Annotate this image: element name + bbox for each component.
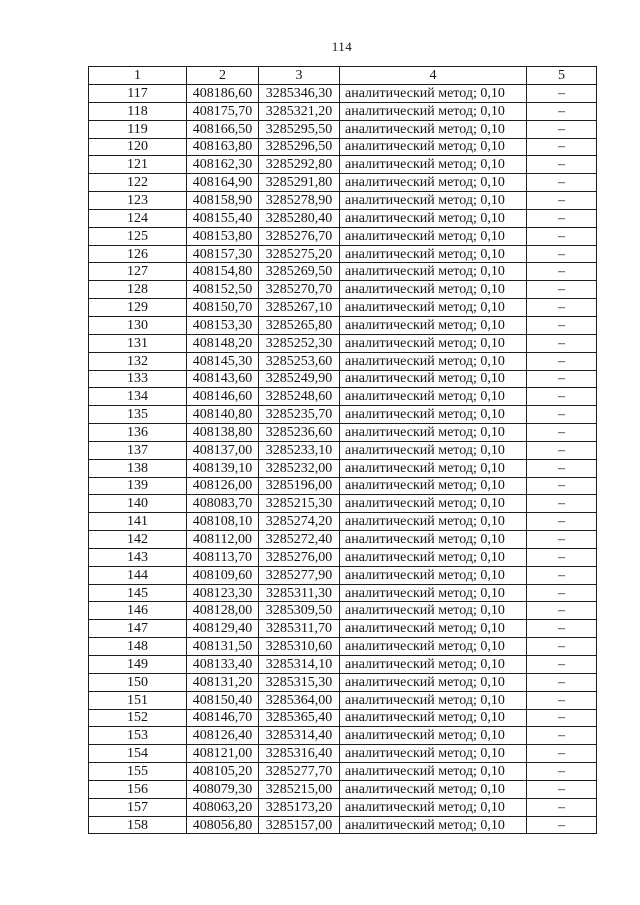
- note-cell: –: [527, 477, 597, 495]
- x-coordinate-cell: 408157,30: [187, 245, 259, 263]
- x-coordinate-cell: 408109,60: [187, 566, 259, 584]
- table-row: [89, 727, 597, 745]
- method-accuracy-cell: аналитический метод; 0,10: [340, 352, 527, 370]
- table-row: [89, 709, 597, 727]
- method-accuracy-cell: аналитический метод; 0,10: [340, 656, 527, 674]
- y-coordinate-cell: 3285314,10: [259, 656, 340, 674]
- method-accuracy-cell: аналитический метод; 0,10: [340, 334, 527, 352]
- column-header-2: 2: [187, 67, 259, 85]
- table-row: [89, 566, 597, 584]
- method-accuracy-cell: аналитический метод; 0,10: [340, 566, 527, 584]
- table-row: [89, 638, 597, 656]
- point-number-cell: 142: [89, 531, 187, 549]
- y-coordinate-cell: 3285252,30: [259, 334, 340, 352]
- note-cell: –: [527, 816, 597, 834]
- point-number-cell: 150: [89, 673, 187, 691]
- x-coordinate-cell: 408153,80: [187, 227, 259, 245]
- y-coordinate-cell: 3285365,40: [259, 709, 340, 727]
- table-row: [89, 138, 597, 156]
- x-coordinate-cell: 408123,30: [187, 584, 259, 602]
- table-row: [89, 406, 597, 424]
- column-header-1: 1: [89, 67, 187, 85]
- method-accuracy-cell: аналитический метод; 0,10: [340, 245, 527, 263]
- table-row: [89, 192, 597, 210]
- method-accuracy-cell: аналитический метод; 0,10: [340, 209, 527, 227]
- table-row: [89, 120, 597, 138]
- table-row: [89, 316, 597, 334]
- x-coordinate-cell: 408143,60: [187, 370, 259, 388]
- method-accuracy-cell: аналитический метод; 0,10: [340, 459, 527, 477]
- table-row: [89, 299, 597, 317]
- x-coordinate-cell: 408153,30: [187, 316, 259, 334]
- point-number-cell: 155: [89, 763, 187, 781]
- point-number-cell: 148: [89, 638, 187, 656]
- point-number-cell: 123: [89, 192, 187, 210]
- x-coordinate-cell: 408140,80: [187, 406, 259, 424]
- method-accuracy-cell: аналитический метод; 0,10: [340, 424, 527, 442]
- method-accuracy-cell: аналитический метод; 0,10: [340, 138, 527, 156]
- table-row: [89, 388, 597, 406]
- point-number-cell: 136: [89, 424, 187, 442]
- method-accuracy-cell: аналитический метод; 0,10: [340, 299, 527, 317]
- method-accuracy-cell: аналитический метод; 0,10: [340, 192, 527, 210]
- note-cell: –: [527, 763, 597, 781]
- y-coordinate-cell: 3285321,20: [259, 102, 340, 120]
- note-cell: –: [527, 174, 597, 192]
- note-cell: –: [527, 192, 597, 210]
- note-cell: –: [527, 709, 597, 727]
- note-cell: –: [527, 156, 597, 174]
- note-cell: –: [527, 513, 597, 531]
- y-coordinate-cell: 3285249,90: [259, 370, 340, 388]
- x-coordinate-cell: 408113,70: [187, 548, 259, 566]
- point-number-cell: 119: [89, 120, 187, 138]
- x-coordinate-cell: 408150,40: [187, 691, 259, 709]
- table-row: [89, 156, 597, 174]
- x-coordinate-cell: 408129,40: [187, 620, 259, 638]
- note-cell: –: [527, 727, 597, 745]
- x-coordinate-cell: 408138,80: [187, 424, 259, 442]
- point-number-cell: 154: [89, 745, 187, 763]
- y-coordinate-cell: 3285277,70: [259, 763, 340, 781]
- point-number-cell: 122: [89, 174, 187, 192]
- table-row: [89, 691, 597, 709]
- table-row: [89, 531, 597, 549]
- point-number-cell: 128: [89, 281, 187, 299]
- point-number-cell: 134: [89, 388, 187, 406]
- point-number-cell: 131: [89, 334, 187, 352]
- note-cell: –: [527, 281, 597, 299]
- point-number-cell: 124: [89, 209, 187, 227]
- method-accuracy-cell: аналитический метод; 0,10: [340, 584, 527, 602]
- note-cell: –: [527, 691, 597, 709]
- x-coordinate-cell: 408112,00: [187, 531, 259, 549]
- table-body: [89, 85, 597, 834]
- table-row: [89, 370, 597, 388]
- point-number-cell: 146: [89, 602, 187, 620]
- note-cell: –: [527, 584, 597, 602]
- point-number-cell: 137: [89, 441, 187, 459]
- y-coordinate-cell: 3285274,20: [259, 513, 340, 531]
- note-cell: –: [527, 495, 597, 513]
- method-accuracy-cell: аналитический метод; 0,10: [340, 388, 527, 406]
- y-coordinate-cell: 3285270,70: [259, 281, 340, 299]
- x-coordinate-cell: 408056,80: [187, 816, 259, 834]
- point-number-cell: 125: [89, 227, 187, 245]
- y-coordinate-cell: 3285296,50: [259, 138, 340, 156]
- x-coordinate-cell: 408155,40: [187, 209, 259, 227]
- point-number-cell: 121: [89, 156, 187, 174]
- table-row: [89, 763, 597, 781]
- y-coordinate-cell: 3285248,60: [259, 388, 340, 406]
- y-coordinate-cell: 3285236,60: [259, 424, 340, 442]
- x-coordinate-cell: 408158,90: [187, 192, 259, 210]
- x-coordinate-cell: 408146,60: [187, 388, 259, 406]
- y-coordinate-cell: 3285315,30: [259, 673, 340, 691]
- x-coordinate-cell: 408128,00: [187, 602, 259, 620]
- point-number-cell: 141: [89, 513, 187, 531]
- method-accuracy-cell: аналитический метод; 0,10: [340, 513, 527, 531]
- x-coordinate-cell: 408150,70: [187, 299, 259, 317]
- method-accuracy-cell: аналитический метод; 0,10: [340, 531, 527, 549]
- point-number-cell: 149: [89, 656, 187, 674]
- note-cell: –: [527, 388, 597, 406]
- note-cell: –: [527, 424, 597, 442]
- point-number-cell: 127: [89, 263, 187, 281]
- y-coordinate-cell: 3285295,50: [259, 120, 340, 138]
- y-coordinate-cell: 3285309,50: [259, 602, 340, 620]
- x-coordinate-cell: 408063,20: [187, 798, 259, 816]
- method-accuracy-cell: аналитический метод; 0,10: [340, 102, 527, 120]
- note-cell: –: [527, 441, 597, 459]
- table-row: [89, 780, 597, 798]
- y-coordinate-cell: 3285364,00: [259, 691, 340, 709]
- method-accuracy-cell: аналитический метод; 0,10: [340, 602, 527, 620]
- note-cell: –: [527, 406, 597, 424]
- table-row: [89, 745, 597, 763]
- x-coordinate-cell: 408164,90: [187, 174, 259, 192]
- point-number-cell: 126: [89, 245, 187, 263]
- note-cell: –: [527, 798, 597, 816]
- x-coordinate-cell: 408105,20: [187, 763, 259, 781]
- table-row: [89, 602, 597, 620]
- point-number-cell: 138: [89, 459, 187, 477]
- method-accuracy-cell: аналитический метод; 0,10: [340, 227, 527, 245]
- point-number-cell: 157: [89, 798, 187, 816]
- y-coordinate-cell: 3285272,40: [259, 531, 340, 549]
- method-accuracy-cell: аналитический метод; 0,10: [340, 673, 527, 691]
- table-row: [89, 209, 597, 227]
- note-cell: –: [527, 334, 597, 352]
- y-coordinate-cell: 3285215,00: [259, 780, 340, 798]
- method-accuracy-cell: аналитический метод; 0,10: [340, 763, 527, 781]
- x-coordinate-cell: 408121,00: [187, 745, 259, 763]
- x-coordinate-cell: 408162,30: [187, 156, 259, 174]
- x-coordinate-cell: 408145,30: [187, 352, 259, 370]
- note-cell: –: [527, 531, 597, 549]
- note-cell: –: [527, 85, 597, 103]
- x-coordinate-cell: 408152,50: [187, 281, 259, 299]
- x-coordinate-cell: 408108,10: [187, 513, 259, 531]
- table-row: [89, 798, 597, 816]
- point-number-cell: 147: [89, 620, 187, 638]
- method-accuracy-cell: аналитический метод; 0,10: [340, 370, 527, 388]
- x-coordinate-cell: 408154,80: [187, 263, 259, 281]
- y-coordinate-cell: 3285275,20: [259, 245, 340, 263]
- table-row: [89, 227, 597, 245]
- x-coordinate-cell: 408083,70: [187, 495, 259, 513]
- table-row: [89, 477, 597, 495]
- note-cell: –: [527, 209, 597, 227]
- x-coordinate-cell: 408126,40: [187, 727, 259, 745]
- note-cell: –: [527, 299, 597, 317]
- table-row: [89, 620, 597, 638]
- note-cell: –: [527, 620, 597, 638]
- method-accuracy-cell: аналитический метод; 0,10: [340, 548, 527, 566]
- method-accuracy-cell: аналитический метод; 0,10: [340, 174, 527, 192]
- point-number-cell: 158: [89, 816, 187, 834]
- table-row: [89, 352, 597, 370]
- method-accuracy-cell: аналитический метод; 0,10: [340, 477, 527, 495]
- note-cell: –: [527, 780, 597, 798]
- point-number-cell: 117: [89, 85, 187, 103]
- y-coordinate-cell: 3285173,20: [259, 798, 340, 816]
- table-row: [89, 424, 597, 442]
- page-number: 114: [331, 39, 353, 54]
- method-accuracy-cell: аналитический метод; 0,10: [340, 120, 527, 138]
- y-coordinate-cell: 3285277,90: [259, 566, 340, 584]
- y-coordinate-cell: 3285291,80: [259, 174, 340, 192]
- method-accuracy-cell: аналитический метод; 0,10: [340, 316, 527, 334]
- method-accuracy-cell: аналитический метод; 0,10: [340, 638, 527, 656]
- method-accuracy-cell: аналитический метод; 0,10: [340, 85, 527, 103]
- y-coordinate-cell: 3285346,30: [259, 85, 340, 103]
- y-coordinate-cell: 3285316,40: [259, 745, 340, 763]
- column-header-5: 5: [527, 67, 597, 85]
- column-header-4: 4: [340, 67, 527, 85]
- point-number-cell: 153: [89, 727, 187, 745]
- method-accuracy-cell: аналитический метод; 0,10: [340, 691, 527, 709]
- note-cell: –: [527, 673, 597, 691]
- note-cell: –: [527, 548, 597, 566]
- note-cell: –: [527, 245, 597, 263]
- note-cell: –: [527, 566, 597, 584]
- method-accuracy-cell: аналитический метод; 0,10: [340, 727, 527, 745]
- column-header-3: 3: [259, 67, 340, 85]
- table-row: [89, 816, 597, 834]
- x-coordinate-cell: 408166,50: [187, 120, 259, 138]
- method-accuracy-cell: аналитический метод; 0,10: [340, 495, 527, 513]
- point-number-cell: 129: [89, 299, 187, 317]
- point-number-cell: 140: [89, 495, 187, 513]
- y-coordinate-cell: 3285280,40: [259, 209, 340, 227]
- point-number-cell: 118: [89, 102, 187, 120]
- x-coordinate-cell: 408139,10: [187, 459, 259, 477]
- note-cell: –: [527, 102, 597, 120]
- note-cell: –: [527, 138, 597, 156]
- method-accuracy-cell: аналитический метод; 0,10: [340, 709, 527, 727]
- y-coordinate-cell: 3285235,70: [259, 406, 340, 424]
- y-coordinate-cell: 3285311,30: [259, 584, 340, 602]
- y-coordinate-cell: 3285157,00: [259, 816, 340, 834]
- table-row: [89, 656, 597, 674]
- method-accuracy-cell: аналитический метод; 0,10: [340, 263, 527, 281]
- note-cell: –: [527, 370, 597, 388]
- x-coordinate-cell: 408186,60: [187, 85, 259, 103]
- method-accuracy-cell: аналитический метод; 0,10: [340, 281, 527, 299]
- point-number-cell: 135: [89, 406, 187, 424]
- method-accuracy-cell: аналитический метод; 0,10: [340, 745, 527, 763]
- note-cell: –: [527, 316, 597, 334]
- table-row: [89, 441, 597, 459]
- x-coordinate-cell: 408146,70: [187, 709, 259, 727]
- point-number-cell: 143: [89, 548, 187, 566]
- table-row: [89, 334, 597, 352]
- y-coordinate-cell: 3285276,00: [259, 548, 340, 566]
- note-cell: –: [527, 352, 597, 370]
- table-row: [89, 245, 597, 263]
- method-accuracy-cell: аналитический метод; 0,10: [340, 798, 527, 816]
- table-row: [89, 281, 597, 299]
- table-row: [89, 85, 597, 103]
- x-coordinate-cell: 408126,00: [187, 477, 259, 495]
- method-accuracy-cell: аналитический метод; 0,10: [340, 816, 527, 834]
- x-coordinate-cell: 408148,20: [187, 334, 259, 352]
- y-coordinate-cell: 3285314,40: [259, 727, 340, 745]
- x-coordinate-cell: 408137,00: [187, 441, 259, 459]
- x-coordinate-cell: 408163,80: [187, 138, 259, 156]
- y-coordinate-cell: 3285267,10: [259, 299, 340, 317]
- table-row: [89, 102, 597, 120]
- point-number-cell: 132: [89, 352, 187, 370]
- y-coordinate-cell: 3285311,70: [259, 620, 340, 638]
- point-number-cell: 145: [89, 584, 187, 602]
- point-number-cell: 156: [89, 780, 187, 798]
- note-cell: –: [527, 459, 597, 477]
- point-number-cell: 133: [89, 370, 187, 388]
- y-coordinate-cell: 3285276,70: [259, 227, 340, 245]
- note-cell: –: [527, 227, 597, 245]
- y-coordinate-cell: 3285269,50: [259, 263, 340, 281]
- y-coordinate-cell: 3285215,30: [259, 495, 340, 513]
- y-coordinate-cell: 3285310,60: [259, 638, 340, 656]
- point-number-cell: 151: [89, 691, 187, 709]
- y-coordinate-cell: 3285265,80: [259, 316, 340, 334]
- y-coordinate-cell: 3285253,60: [259, 352, 340, 370]
- table-row: [89, 174, 597, 192]
- note-cell: –: [527, 656, 597, 674]
- y-coordinate-cell: 3285196,00: [259, 477, 340, 495]
- point-number-cell: 144: [89, 566, 187, 584]
- note-cell: –: [527, 263, 597, 281]
- table-row: [89, 584, 597, 602]
- x-coordinate-cell: 408131,50: [187, 638, 259, 656]
- x-coordinate-cell: 408133,40: [187, 656, 259, 674]
- point-number-cell: 152: [89, 709, 187, 727]
- y-coordinate-cell: 3285292,80: [259, 156, 340, 174]
- y-coordinate-cell: 3285232,00: [259, 459, 340, 477]
- x-coordinate-cell: 408175,70: [187, 102, 259, 120]
- coordinates-table: [88, 66, 597, 834]
- note-cell: –: [527, 638, 597, 656]
- y-coordinate-cell: 3285233,10: [259, 441, 340, 459]
- method-accuracy-cell: аналитический метод; 0,10: [340, 620, 527, 638]
- x-coordinate-cell: 408079,30: [187, 780, 259, 798]
- method-accuracy-cell: аналитический метод; 0,10: [340, 406, 527, 424]
- note-cell: –: [527, 745, 597, 763]
- method-accuracy-cell: аналитический метод; 0,10: [340, 441, 527, 459]
- table-row: [89, 495, 597, 513]
- table-header: [89, 67, 597, 85]
- y-coordinate-cell: 3285278,90: [259, 192, 340, 210]
- method-accuracy-cell: аналитический метод; 0,10: [340, 156, 527, 174]
- table-row: [89, 263, 597, 281]
- x-coordinate-cell: 408131,20: [187, 673, 259, 691]
- method-accuracy-cell: аналитический метод; 0,10: [340, 780, 527, 798]
- header-row: [89, 67, 597, 85]
- point-number-cell: 130: [89, 316, 187, 334]
- table-row: [89, 459, 597, 477]
- note-cell: –: [527, 602, 597, 620]
- point-number-cell: 120: [89, 138, 187, 156]
- table-row: [89, 513, 597, 531]
- table-row: [89, 673, 597, 691]
- table-row: [89, 548, 597, 566]
- point-number-cell: 139: [89, 477, 187, 495]
- note-cell: –: [527, 120, 597, 138]
